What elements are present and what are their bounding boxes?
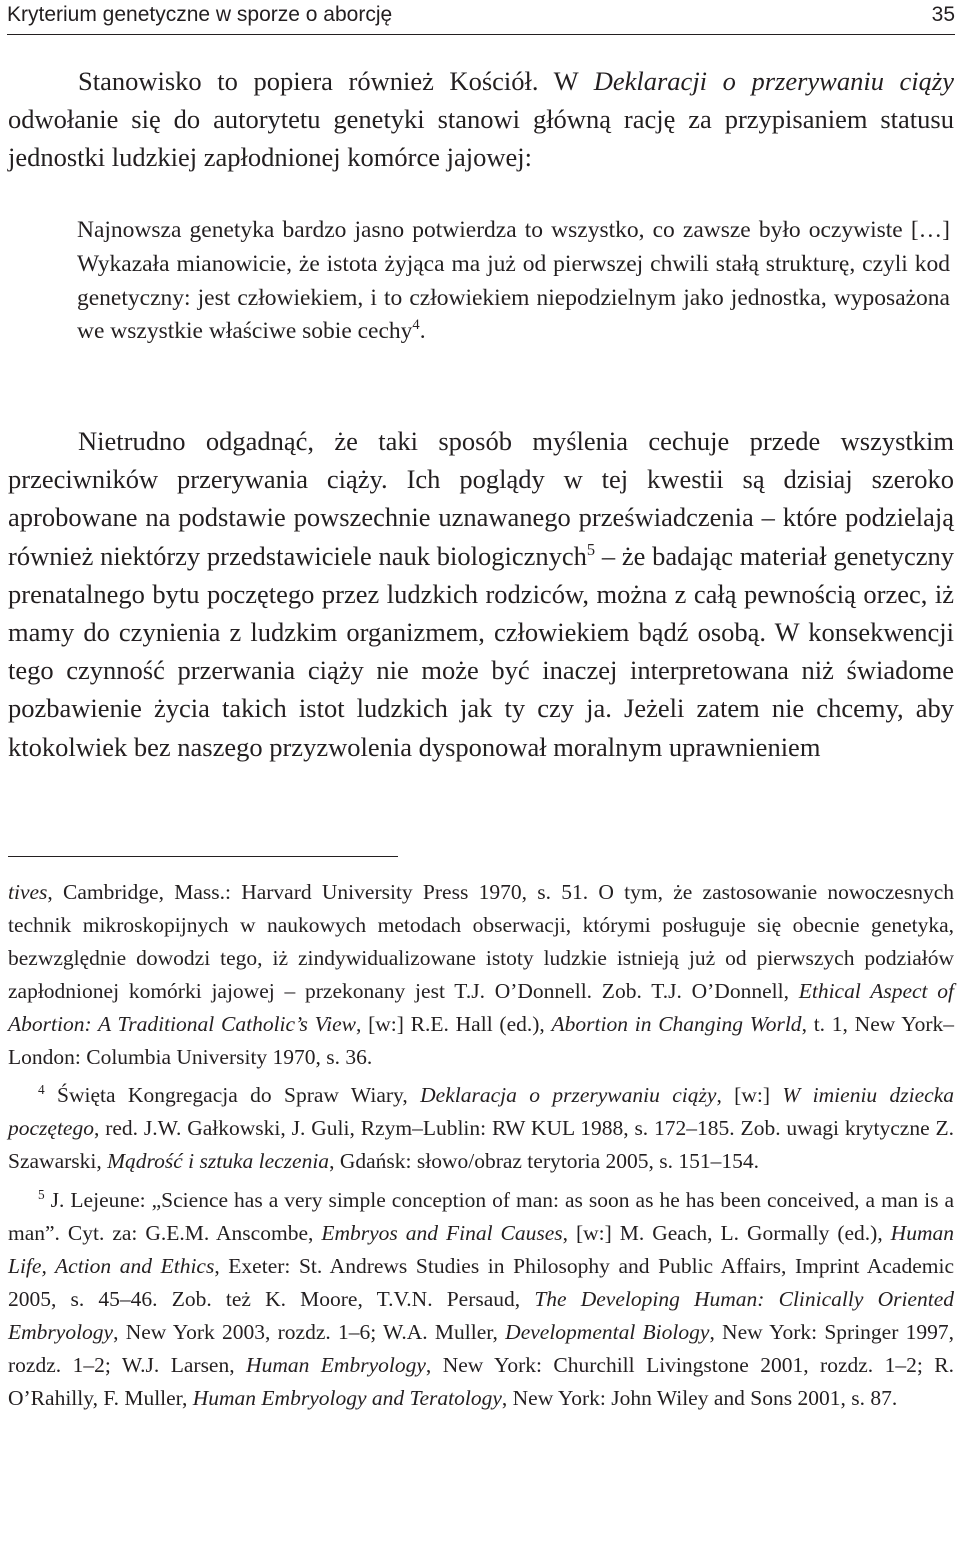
p2-text-a: Nietrudno odgadnąć, że taki sposób myślenia cechuje przede wszystkim przeciwników przerywania ciąży. Ich poglądy w tej kwestii są dzisiaj szeroko aprobowane na podstawie powszechnie uznawanego przeświadczenia – które podzielają również niektórzy przedstawiciele nauk biologicznych — [8, 426, 954, 571]
fn5-italic-6: Human Embryology and Teratology — [192, 1385, 502, 1410]
footnote-4 — [8, 1079, 954, 1178]
fn5-text-2: , [w:] M. Geach, L. Gormally (ed.), — [562, 1221, 891, 1246]
quote-end: . — [419, 318, 426, 345]
footnote-4-number: 4 — [38, 1082, 45, 1098]
body-paragraph-1 — [8, 62, 954, 177]
fn5-italic-3: The Developing Human: Clinically Oriented Embryology — [8, 1286, 954, 1344]
fn5-text-4: , New York 2003, rozdz. 1–6; W.A. Muller, — [113, 1319, 506, 1344]
p1-text-b: odwołanie się do autorytetu genetyki stanowi główną rację za przypisaniem statusu jednostki ludzkiej zapłodnionej komórce jajowej: — [8, 104, 954, 173]
body-paragraph-2 — [8, 422, 954, 766]
fn-cont-italic-1: tives — [8, 880, 48, 904]
p2-text-b: – że badając materiał genetyczny prenatalnego bytu poczętego przez ludzkich rodziców, można z całą pewnością orzec, iż mamy do czynienia z ludzkim organizmem, człowiekiem bądź osobą. W konsekwencji tego czynność przerwania ciąży nie może być inaczej interpretowana niż świadome pozbawienie życia takich istot ludzkich jak ty czy ja. Jeżeli zatem nie chcemy, aby ktokolwiek bez naszego przyzwolenia dysponował moralnym uprawnieniem — [8, 540, 955, 762]
fn5-italic-5: Human Embryology — [246, 1352, 426, 1377]
fn5-text-7: , New York: John Wiley and Sons 2001, s. 87. — [501, 1385, 898, 1410]
fn4-text-4: , Gdańsk: słowo/obraz terytoria 2005, s. 151–154. — [329, 1149, 759, 1174]
fn4-italic-1: Deklaracja o przerywaniu ciąży — [420, 1083, 717, 1108]
fn5-italic-2: Human Life, Action and Ethics — [8, 1221, 954, 1278]
fn5-text-5: , New York: Springer 1997, rozdz. 1–2; W.J. Larsen, — [8, 1319, 954, 1377]
fn-cont-italic-2: Ethical Aspect of Abortion: A Traditional Catholic’s View — [8, 978, 954, 1036]
footnote-5 — [8, 1184, 954, 1414]
fn5-italic-4: Developmental Biology — [505, 1319, 710, 1344]
fn5-text-1: J. Lejeune: „Science has a very simple conception of man: as soon as he has been conceived, a man is a man”. Cyt. za: G.E.M. Anscombe, — [8, 1188, 954, 1246]
note-ref-4: 4 — [412, 317, 420, 334]
fn4-text-2: , [w:] — [716, 1083, 783, 1108]
fn-cont-italic-3: Abortion in Changing World — [551, 1011, 802, 1036]
footnote-5-number: 5 — [38, 1186, 45, 1202]
page-number: 35 — [931, 3, 955, 26]
p1-text-a: Stanowisko to popiera również Kościół. W — [78, 66, 594, 96]
fn5-text-6: , New York: Churchill Livingstone 2001, rozdz. 1–2; R. O’Rahilly, F. Muller, — [8, 1352, 954, 1410]
note-ref-5: 5 — [586, 539, 596, 559]
footnote-rule — [8, 856, 398, 857]
fn5-text-3: , Exeter: St. Andrews Studies in Philosophy and Public Affairs, Imprint Academic 2005, s. 45–46. Zob. też K. Moore, T.V.N. Persaud, — [8, 1253, 954, 1311]
quote-text: Najnowsza genetyka bardzo jasno potwierdza to wszystko, co zawsze było oczywiste […] Wykazała mianowicie, że istota żyjąca ma już od pierwszej chwili stałą strukturę, czyli kod genetyczny: jest człowiekiem, i to człowiekiem niepodzielnym jako jednostka, wyposażona we wszystkie właściwe sobie cechy — [77, 217, 950, 345]
fn4-text-1: Święta Kongregacja do Spraw Wiary, — [44, 1083, 421, 1108]
block-quote — [77, 214, 950, 349]
p1-document-title: Deklaracji o przerywaniu ciąży — [593, 66, 954, 96]
running-head-title: Kryterium genetyczne w sporze o aborcję — [7, 3, 393, 26]
fn5-italic-1: Embryos and Final Causes — [321, 1221, 563, 1246]
fn-cont-text-1: , Cambridge, Mass.: Harvard University Press 1970, s. 51. O tym, że zastosowanie nowoczesnych technik mikroskopijnych w naukowych metodach obserwacji, którymi posługuje się obecnie genetyka, bezwzględnie dowodzi tego, iż zindywidualizowane istoty ludzkie istnieją już od pierwszych podziałów zapłodnionej komórki jajowej – przekonany jest T.J. O’Donnell. Zob. T.J. O’Donnell, — [8, 880, 954, 1003]
running-head — [7, 2, 955, 35]
fn-cont-text-3: , t. 1, New York–London: Columbia University 1970, s. 36. — [8, 1011, 955, 1069]
fn4-italic-2: W imieniu dziecka poczętego — [8, 1083, 955, 1141]
footnotes — [8, 876, 954, 1415]
fn4-text-3: , red. J.W. Gałkowski, J. Guli, Rzym–Lublin: RW KUL 1988, s. 172–185. Zob. uwagi krytyczne Z. Szawarski, — [8, 1116, 954, 1174]
fn4-italic-3: Mądrość i sztuka leczenia — [107, 1149, 330, 1174]
footnote-continued — [8, 876, 954, 1073]
fn-cont-text-2: , [w:] R.E. Hall (ed.), — [355, 1011, 552, 1036]
